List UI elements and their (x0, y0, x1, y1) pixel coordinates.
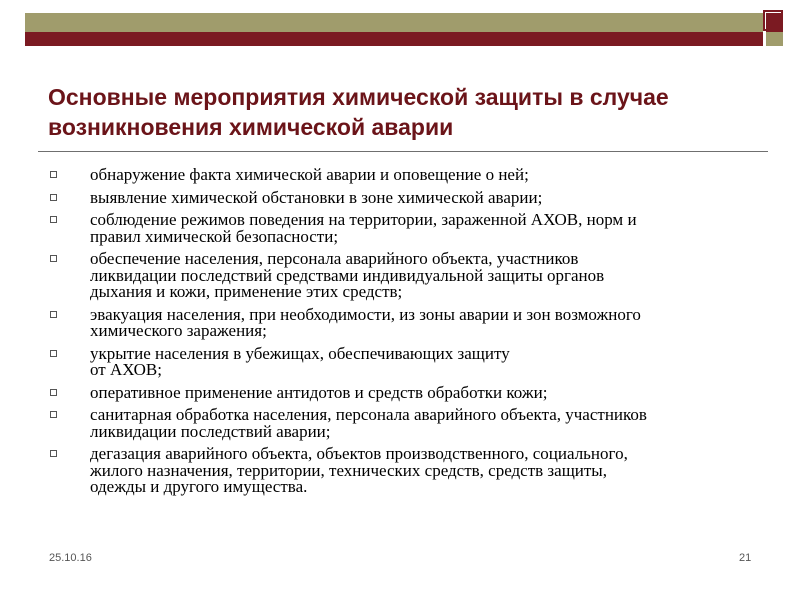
list-item (48, 167, 768, 184)
page-number: 21 (739, 552, 752, 564)
list-item-text: эвакуация населения, при необходимости, из зоны аварии и зон возможного химического заражения; (90, 304, 641, 340)
hollow-square-bullet-icon (50, 194, 57, 201)
hollow-square-bullet-icon (50, 450, 57, 457)
list-item (48, 343, 768, 379)
list-item (48, 382, 768, 402)
list-item (48, 251, 768, 301)
hollow-square-bullet-icon (50, 216, 57, 223)
header-bar-red (25, 32, 763, 46)
hollow-square-bullet-icon (50, 389, 57, 396)
hollow-square-bullet-icon (50, 350, 57, 357)
list-item-text: укрытие населения в убежищах, обеспечивающих защиту от АХОВ; (90, 343, 510, 379)
hollow-square-bullet-icon (50, 411, 57, 418)
hollow-square-bullet-icon (50, 171, 57, 178)
list-item-text: оперативное применение антидотов и средств обработки кожи; (90, 382, 548, 402)
list-item-text: выявление химической обстановки в зоне химической аварии; (90, 187, 543, 207)
list-item-text: санитарная обработка населения, персонала аварийного объекта, участников ликвидации последствий аварии; (90, 405, 647, 441)
list-item (48, 187, 768, 207)
title-divider (38, 151, 768, 152)
slide-title: Основные мероприятия химической защиты в случае возникновения химической аварии (48, 84, 669, 140)
header-square-frame (763, 10, 783, 31)
list-item-text: обеспечение населения, персонала аварийного объекта, участников ликвидации последствий средствами индивидуальной защиты органов дыхания и кожи, применение этих средств; (90, 249, 605, 301)
footer-date: 25.10.16 (49, 552, 92, 564)
list-item (48, 304, 768, 340)
header-bar-olive (25, 13, 763, 32)
list-item (48, 407, 768, 440)
bullet-list (48, 167, 768, 502)
header-square-olive (766, 32, 783, 46)
hollow-square-bullet-icon (50, 311, 57, 318)
hollow-square-bullet-icon (50, 255, 57, 262)
list-item (48, 212, 768, 245)
list-item-text: дегазация аварийного объекта, объектов производственного, социального, жилого назначения, территории, технических средств, средств защиты, одежды и другого имущества. (90, 444, 628, 496)
list-item (48, 446, 768, 496)
list-item-text: обнаружение факта химической аварии и оповещение о ней; (90, 165, 529, 184)
list-item-text: соблюдение режимов поведения на территории, зараженной АХОВ, норм и правил химической безопасности; (90, 210, 637, 246)
